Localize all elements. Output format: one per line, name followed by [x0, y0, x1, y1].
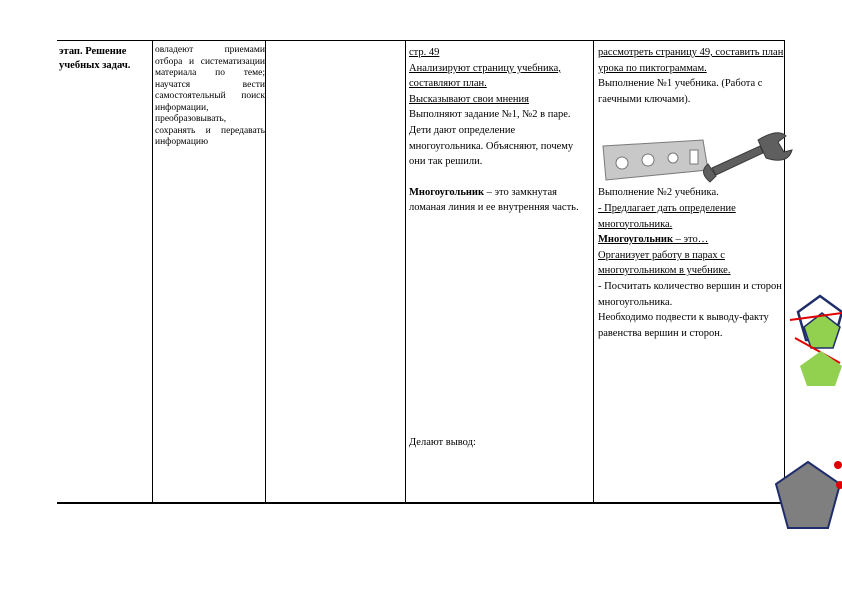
- teacher-line: рассмотреть страницу 49, составить план урока по пиктограммам.: [598, 47, 784, 74]
- pentagon-icon: [800, 351, 842, 386]
- definition: [409, 185, 591, 216]
- vertex-dot: [834, 461, 842, 469]
- pentagon-icon: [804, 313, 840, 348]
- definition-text: – это замкнутая ломаная линия и ее внутренняя часть.: [409, 186, 579, 214]
- teacher-line: Выполнение №2 учебника.: [598, 187, 719, 199]
- column-divider: [265, 41, 266, 502]
- student-line: Дети дают определение многоугольника. Объясняют, почему они так решили.: [409, 124, 574, 168]
- definition-text: – это…: [673, 234, 709, 246]
- teacher-activity: [598, 45, 784, 341]
- column-divider: [593, 41, 594, 502]
- definition-term: Многоугольник: [598, 234, 674, 246]
- definition-term: Многоугольник: [409, 186, 485, 198]
- teacher-line: Выполнение №1 учебника. (Работа с гаечными ключами).: [598, 78, 763, 105]
- student-line: Выполняют задание №1, №2 в паре.: [409, 109, 571, 121]
- stage-title: этап. Решение учебных задач.: [59, 46, 131, 71]
- teacher-line: - Посчитать количество вершин и сторон многоугольника.: [598, 280, 782, 308]
- conclusion-text: Делают вывод:: [409, 437, 476, 448]
- column-divider: [405, 41, 406, 502]
- student-line: Анализируют страницу учебника, составляют план.: [409, 62, 561, 90]
- definition: [598, 232, 784, 248]
- lesson-table: [57, 40, 785, 504]
- student-line: Высказывают свои мнения: [409, 93, 529, 105]
- column-divider: [152, 41, 153, 502]
- teacher-line: - Предлагает дать определение многоугольника.: [598, 202, 736, 230]
- page-reference: стр. 49: [409, 47, 440, 58]
- pentagon-icon: [776, 462, 840, 528]
- pentagon-icon: [798, 296, 842, 340]
- vertex-dot: [836, 481, 842, 489]
- teacher-line: Необходимо подвести к выводу-факту равенства вершин и сторон.: [598, 312, 769, 339]
- student-activity: [409, 45, 591, 216]
- learning-outcomes: овладеют приемами отбора и систематизации материала по теме; научатся вести самостоятельный поиск информации, преобразовывать, сохранять и передавать информацию: [155, 45, 265, 147]
- teacher-line: Организует работу в парах с многоугольником в учебнике.: [598, 249, 731, 277]
- wrench-image-area: [598, 107, 784, 185]
- column-divider: [784, 41, 785, 502]
